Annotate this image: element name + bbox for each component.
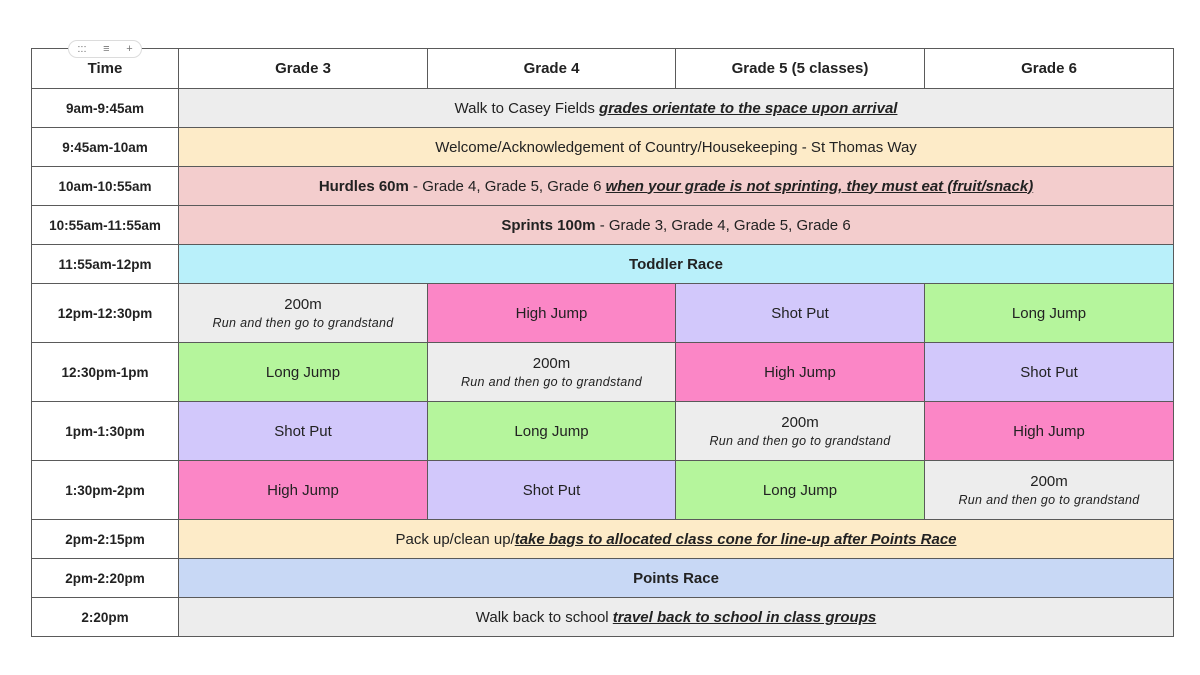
cell-text: Walk back to school <box>475 608 613 626</box>
activity-cell-shot-put <box>925 343 1174 402</box>
header-time: Time <box>32 49 179 89</box>
activity-label: 200m <box>532 355 571 372</box>
activity-label: Long Jump <box>514 422 589 440</box>
cell-text: Pack up/clean up/ <box>395 530 515 548</box>
time-cell: 2:20pm <box>32 598 179 637</box>
cell-bold: Sprints 100m <box>501 216 596 234</box>
activity-note: Run and then go to grandstand <box>709 434 891 448</box>
cell-text: - Grade 3, Grade 4, Grade 5, Grade 6 <box>595 216 851 234</box>
time-cell: 2pm-2:15pm <box>32 520 179 559</box>
activity-cell-shot-put <box>676 284 925 343</box>
cell-emphasis: take bags to allocated class cone for line-up after Points Race <box>514 530 957 548</box>
sprints-cell <box>179 206 1174 245</box>
activity-cell-high-jump <box>925 402 1174 461</box>
cell-bold: Hurdles 60m <box>318 177 409 195</box>
drag-handle-icon[interactable]: ::: <box>77 42 87 55</box>
activity-label: 200m <box>284 296 322 313</box>
table-row <box>32 245 1174 284</box>
cell-bold: Points Race <box>633 569 719 587</box>
activity-cell-high-jump <box>428 284 676 343</box>
cell-text: Walk to Casey Fields <box>454 99 600 117</box>
activity-cell-shot-put <box>428 461 676 520</box>
activity-label: High Jump <box>1013 422 1085 440</box>
time-cell: 2pm-2:20pm <box>32 559 179 598</box>
header-grade-6: Grade 6 <box>925 49 1174 89</box>
activity-cell-200m <box>925 461 1174 520</box>
activity-label: Shot Put <box>274 422 332 440</box>
header-grade-3: Grade 3 <box>179 49 428 89</box>
activity-cell-200m <box>428 343 676 402</box>
table-toolbar[interactable] <box>68 40 142 58</box>
time-cell: 10:55am-11:55am <box>32 206 179 245</box>
activity-note: Run and then go to grandstand <box>212 316 394 330</box>
add-icon[interactable]: + <box>126 42 133 55</box>
activity-cell-long-jump <box>179 343 428 402</box>
table-row <box>32 167 1174 206</box>
table-row <box>32 402 1174 461</box>
table-row <box>32 128 1174 167</box>
activity-label: Shot Put <box>522 481 581 499</box>
table-row <box>32 598 1174 637</box>
filter-icon[interactable]: ≡ <box>103 42 110 55</box>
table-row <box>32 520 1174 559</box>
table-row <box>32 461 1174 520</box>
activity-cell-200m <box>179 284 428 343</box>
activity-cell-long-jump <box>428 402 676 461</box>
time-cell: 1pm-1:30pm <box>32 402 179 461</box>
activity-cell-long-jump <box>925 284 1174 343</box>
time-cell: 12:30pm-1pm <box>32 343 179 402</box>
toddler-race-cell <box>179 245 1174 284</box>
pack-up-cell <box>179 520 1174 559</box>
activity-label: Long Jump <box>1011 304 1087 322</box>
cell-bold: Toddler Race <box>629 255 723 273</box>
hurdles-cell <box>179 167 1174 206</box>
activity-label: 200m <box>1030 473 1068 490</box>
activity-cell-high-jump <box>179 461 428 520</box>
activity-label: Long Jump <box>265 363 341 381</box>
header-row <box>32 49 1174 89</box>
activity-note: Run and then go to grandstand <box>460 375 643 389</box>
table-row <box>32 559 1174 598</box>
time-cell: 9am-9:45am <box>32 89 179 128</box>
time-cell: 10am-10:55am <box>32 167 179 206</box>
activity-note: Run and then go to grandstand <box>958 493 1140 507</box>
time-cell: 1:30pm-2pm <box>32 461 179 520</box>
cell-emphasis: travel back to school in class groups <box>612 608 877 626</box>
activity-label: Shot Put <box>771 304 829 322</box>
cell-text: Welcome/Acknowledgement of Country/Housekeeping - St Thomas Way <box>435 138 917 156</box>
walk-back-cell <box>179 598 1174 637</box>
time-cell: 9:45am-10am <box>32 128 179 167</box>
cell-text: - Grade 4, Grade 5, Grade 6 <box>408 177 606 195</box>
welcome-cell <box>179 128 1174 167</box>
walk-to-venue-cell <box>179 89 1174 128</box>
schedule-table <box>31 48 1174 637</box>
activity-cell-shot-put <box>179 402 428 461</box>
header-grade-5: Grade 5 (5 classes) <box>676 49 925 89</box>
activity-label: High Jump <box>764 363 836 381</box>
activity-label: Shot Put <box>1020 363 1078 381</box>
activity-label: High Jump <box>267 481 339 499</box>
points-race-cell <box>179 559 1174 598</box>
activity-label: Long Jump <box>762 481 838 499</box>
time-cell: 12pm-12:30pm <box>32 284 179 343</box>
cell-emphasis: grades orientate to the space upon arrival <box>599 99 898 117</box>
table-row <box>32 89 1174 128</box>
activity-label: High Jump <box>515 304 588 322</box>
activity-label: 200m <box>781 414 819 431</box>
table-row <box>32 284 1174 343</box>
activity-cell-long-jump <box>676 461 925 520</box>
header-grade-4: Grade 4 <box>428 49 676 89</box>
activity-cell-high-jump <box>676 343 925 402</box>
cell-emphasis: when your grade is not sprinting, they must eat (fruit/snack) <box>605 177 1034 195</box>
time-cell: 11:55am-12pm <box>32 245 179 284</box>
activity-cell-200m <box>676 402 925 461</box>
table-row <box>32 343 1174 402</box>
table-row <box>32 206 1174 245</box>
